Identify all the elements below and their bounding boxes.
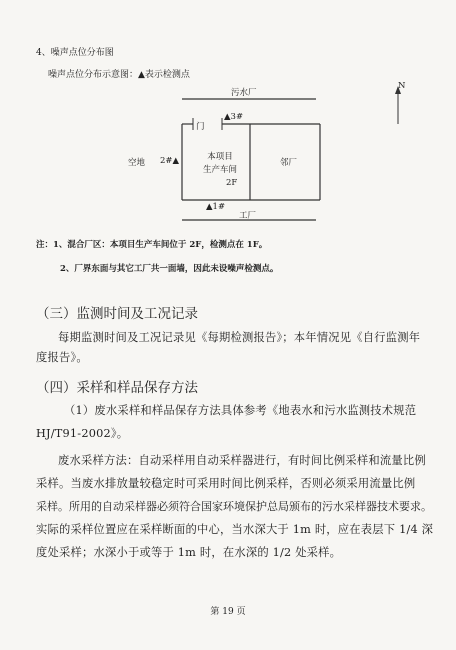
point-3: ▲3# — [224, 112, 244, 122]
section-3-heading: （三）监测时间及工况记录 — [36, 306, 198, 322]
building-line-3: 2F — [226, 178, 238, 188]
label-neighbour-factory: 邻厂 — [280, 158, 298, 168]
building-line-1: 本项目 — [207, 152, 233, 162]
north-label: N — [398, 81, 406, 91]
note-1: 注：1、混合厂区：本项目生产车间位于 2F，检测点在 1F。 — [36, 240, 268, 250]
label-factory: 工厂 — [239, 211, 257, 221]
section-4-heading: （四）采样和样品保存方法 — [36, 380, 198, 396]
page-number: 第 19 页 — [210, 607, 246, 617]
label-sewage-plant: 污水厂 — [231, 88, 257, 98]
section-heading: 4、噪声点位分布图 — [36, 48, 114, 58]
section-4-line-7: 度处采样；水深小于或等于 1m 时，在水深的 1/2 处采样。 — [36, 546, 342, 559]
section-4-line-2: HJ/T91-2002》。 — [36, 427, 129, 440]
section-4-line-6: 实际的采样位置应在采样断面的中心，当水深大于 1m 时，应在表层下 1/4 深 — [36, 523, 434, 536]
building-line-2: 生产车间 — [202, 165, 237, 175]
point-2: 2#▲ — [160, 156, 180, 166]
section-4-line-3: 废水采样方法：自动采样用自动采样器进行，有时间比例采样和流量比例 — [58, 454, 426, 467]
section-4-line-5: 采样。所用的自动采样器必须符合国家环境保护总局颁布的污水采样器技术要求。 — [36, 500, 432, 513]
label-vacant-land: 空地 — [128, 158, 146, 168]
note-2: 2、厂界东面与其它工厂共一面墙，因此未设噪声检测点。 — [60, 264, 279, 274]
section-4-line-4: 采样。当废水排放量较稳定时可采用时间比例采样，否则必须采用流量比例 — [36, 477, 416, 490]
section-4-line-1: （1）废水采样和样品保存方法具体参考《地表水和污水监测技术规范 — [64, 404, 417, 417]
gate-label: 门 — [196, 122, 205, 132]
point-1: ▲1# — [206, 202, 226, 212]
diagram-caption: 噪声点位分布示意图：▲表示检测点 — [48, 70, 190, 80]
section-3-line-2: 度报告》。 — [36, 351, 88, 364]
section-3-line-1: 每期监测时间及工况记录见《每期检测报告》；本年情况见《自行监测年 — [58, 331, 421, 344]
